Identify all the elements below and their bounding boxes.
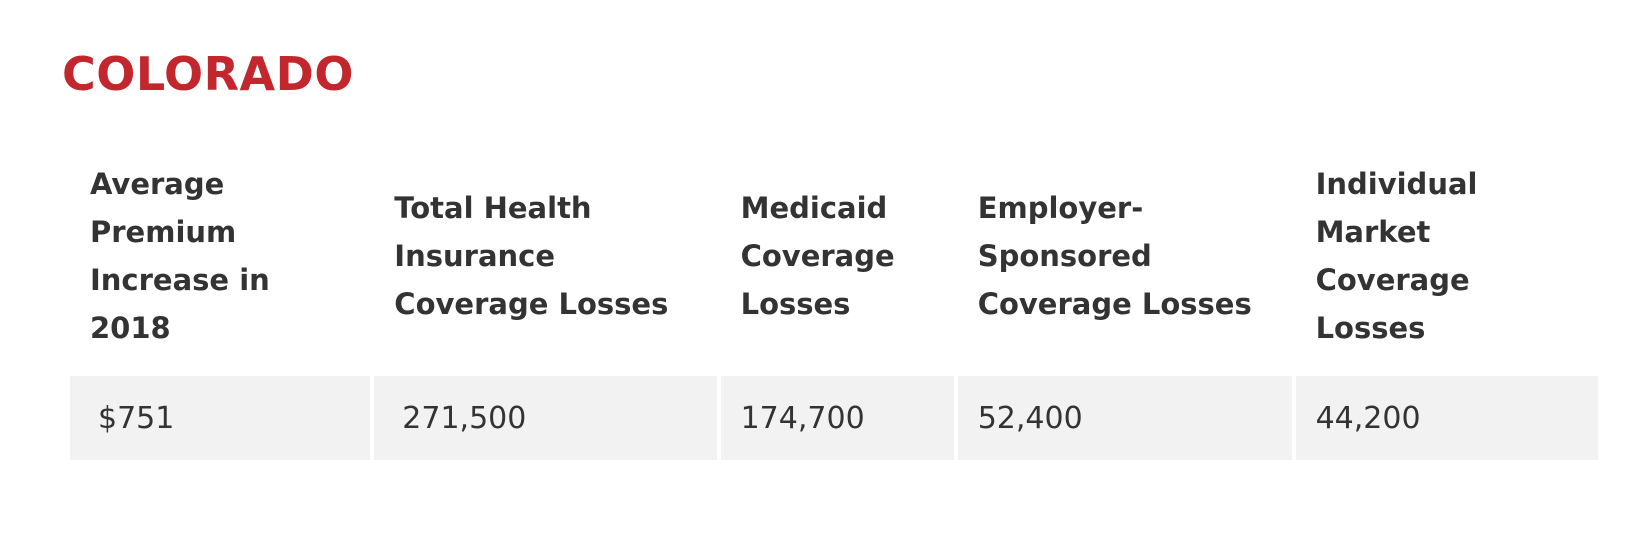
cell-medicaid-coverage-losses: 174,700 [721,376,954,460]
coverage-losses-table [66,160,1602,460]
header-average-premium-increase: Average Premium Increase in 2018 [90,167,270,345]
table-body [70,376,1598,460]
state-title: COLORADO [62,47,354,101]
header-medicaid-coverage-losses: Medicaid Coverage Losses [740,191,895,321]
header-individual-market-coverage-losses: Individual Market Coverage Losses [1315,167,1478,345]
cell-average-premium-increase: $751 [70,376,370,460]
cell-employer-sponsored-coverage-losses: 52,400 [958,376,1292,460]
table-row [70,376,1598,460]
cell-individual-market-coverage-losses: 44,200 [1296,376,1598,460]
header-employer-sponsored-coverage-losses: Employer-Sponsored Coverage Losses [977,191,1252,321]
header-total-coverage-losses: Total Health Insurance Coverage Losses [394,191,669,321]
header-row [70,160,1598,376]
cell-total-coverage-losses: 271,500 [374,376,716,460]
table-header [70,160,1598,376]
